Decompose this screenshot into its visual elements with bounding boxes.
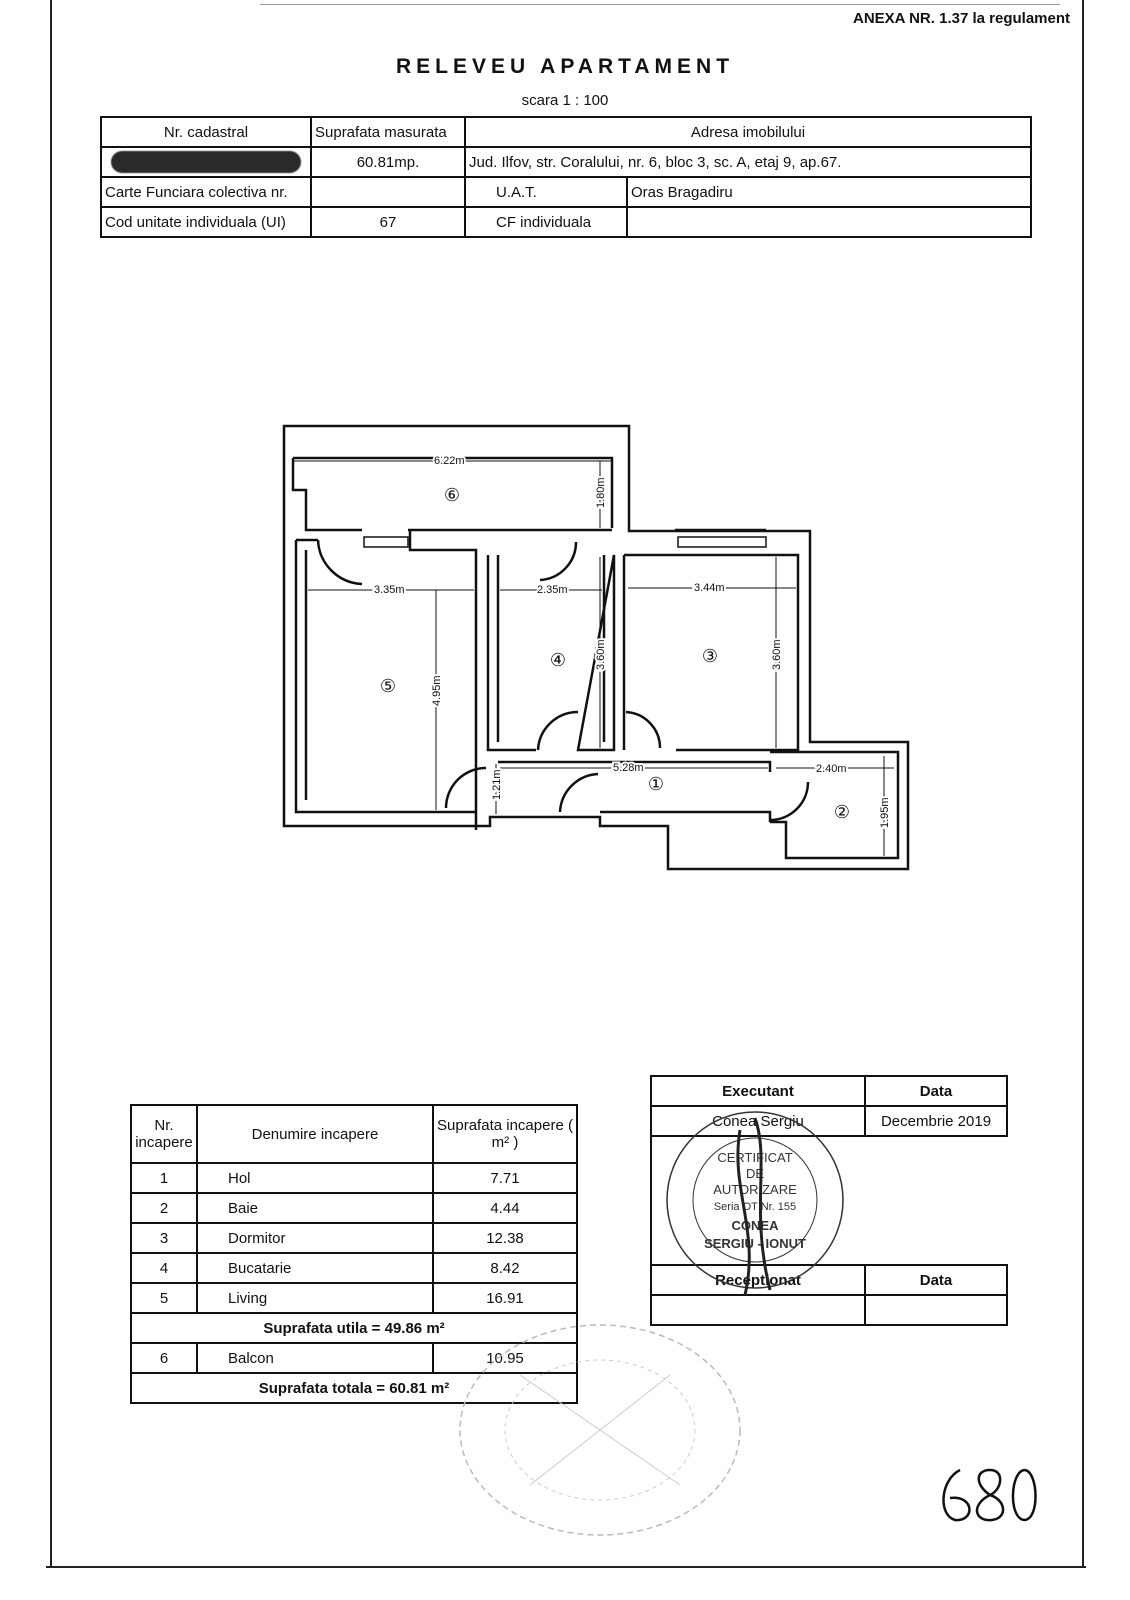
table-row [131, 1283, 577, 1313]
dim-label: 1.80m [595, 477, 607, 508]
cf-value [311, 177, 465, 207]
room-number: ⑥ [443, 485, 461, 506]
total-area: Suprafata totala = 60.81 m² [131, 1373, 577, 1403]
dim-label: 2.40m [816, 763, 847, 775]
row-nr: 1 [131, 1163, 197, 1193]
top-rule [260, 4, 1060, 5]
seal-text: Seria OT Nr. 155 [713, 1201, 797, 1213]
row-name: Dormitor [197, 1223, 433, 1253]
area-value: 60.81mp. [311, 147, 465, 177]
dim-label: 1.95m [879, 797, 891, 828]
seal-text: CERTIFICAT [717, 1150, 793, 1165]
reception-stamp [450, 1315, 750, 1545]
windows [364, 537, 766, 547]
authorization-seal [660, 1100, 850, 1300]
row-name: Hol [197, 1163, 433, 1193]
dimension-labels [374, 455, 891, 828]
door-arc [446, 768, 486, 808]
balcony-wall [293, 458, 766, 830]
date-header: Data [865, 1076, 1007, 1106]
door-arc [538, 712, 578, 750]
row-name: Bucatarie [197, 1253, 433, 1283]
dim-label: 3.60m [771, 639, 783, 670]
receptionat-header: Receptionat [651, 1265, 865, 1295]
address-value: Jud. Ilfov, str. Coralului, nr. 6, bloc 3, sc. A, etaj 9, ap.67. [465, 147, 1031, 177]
dim-label: 3.44m [694, 582, 725, 594]
seal-text: CONEA [731, 1218, 779, 1233]
executant-name: Conea Sergiu [651, 1106, 865, 1136]
room-number: ⑤ [379, 676, 397, 697]
window [678, 537, 766, 547]
useful-area-total: Suprafata utila = 49.86 m² [131, 1313, 577, 1343]
cadastral-header: Nr. cadastral [101, 117, 311, 147]
seal-text: AUTORIZARE [713, 1182, 797, 1197]
seal-text: DE [745, 1166, 765, 1181]
uat-value: Oras Bragadiru [627, 177, 1031, 207]
reception-date [865, 1295, 1007, 1325]
cod-value: 67 [311, 207, 465, 237]
row-name: Living [197, 1283, 433, 1313]
dim-label: 1.21m [491, 769, 503, 800]
cf-individual-label: CF individuala [465, 207, 627, 237]
annex-label: ANEXA NR. 1.37 la regulament [852, 10, 1070, 27]
table-row [131, 1253, 577, 1283]
row-nr: 5 [131, 1283, 197, 1313]
executant-header: Executant [651, 1076, 865, 1106]
cadastral-value [101, 147, 311, 177]
nr-header: Nr. incapere [131, 1105, 197, 1163]
frame-right [1082, 0, 1084, 1568]
area-header: Suprafata incapere ( m² ) [433, 1105, 577, 1163]
row-area: 16.91 [433, 1283, 577, 1313]
row-nr: 6 [131, 1343, 197, 1373]
reception-date-header: Data [865, 1265, 1007, 1295]
stamp-scribble [520, 1375, 680, 1485]
door-arc [770, 782, 808, 820]
row-area: 12.38 [433, 1223, 577, 1253]
executant-date: Decembrie 2019 [865, 1106, 1007, 1136]
row-nr: 2 [131, 1193, 197, 1223]
table-row [131, 1163, 577, 1193]
cf-individual-value [627, 207, 1031, 237]
row-area: 10.95 [433, 1343, 577, 1373]
handwritten-page-number [930, 1460, 1040, 1530]
room-number: ④ [549, 650, 567, 671]
window [364, 537, 408, 547]
row-area: 4.44 [433, 1193, 577, 1223]
row-nr: 3 [131, 1223, 197, 1253]
frame-bottom [46, 1566, 1086, 1568]
document-title: RELEVEU APARTAMENT [395, 55, 735, 78]
door-arc [540, 542, 576, 580]
dim-label: 3.35m [374, 584, 405, 596]
address-header: Adresa imobilului [465, 117, 1031, 147]
name-header: Denumire incapere [197, 1105, 433, 1163]
room-number: ① [647, 774, 665, 795]
row-nr: 4 [131, 1253, 197, 1283]
frame-left [50, 0, 52, 1568]
dim-label: 6.22m [434, 455, 465, 467]
dim-label: 5.28m [613, 762, 644, 774]
room-number: ③ [701, 646, 719, 667]
page-number-ink [944, 1470, 1036, 1520]
seal-text: SERGIU - IONUT [704, 1236, 806, 1251]
row-name: Balcon [197, 1343, 433, 1373]
door-arc [626, 712, 660, 748]
row-area: 7.71 [433, 1163, 577, 1193]
table-row [131, 1223, 577, 1253]
table-row [131, 1193, 577, 1223]
room-number: ② [833, 802, 851, 823]
uat-label: U.A.T. [465, 177, 627, 207]
header-table [100, 116, 1032, 238]
door-arc [560, 774, 598, 812]
dim-label: 3.60m [595, 639, 607, 670]
door-arc [318, 540, 362, 584]
area-header: Suprafata masurata [311, 117, 465, 147]
row-name: Baie [197, 1193, 433, 1223]
row-area: 8.42 [433, 1253, 577, 1283]
dim-label: 4.95m [431, 675, 443, 706]
dim-label: 2.35m [537, 584, 568, 596]
scale-label: scara 1 : 100 [521, 92, 609, 109]
redaction-mark [111, 151, 301, 173]
cod-label: Cod unitate individuala (UI) [101, 207, 311, 237]
floor-plan [270, 415, 920, 880]
cf-label: Carte Funciara colectiva nr. [101, 177, 311, 207]
